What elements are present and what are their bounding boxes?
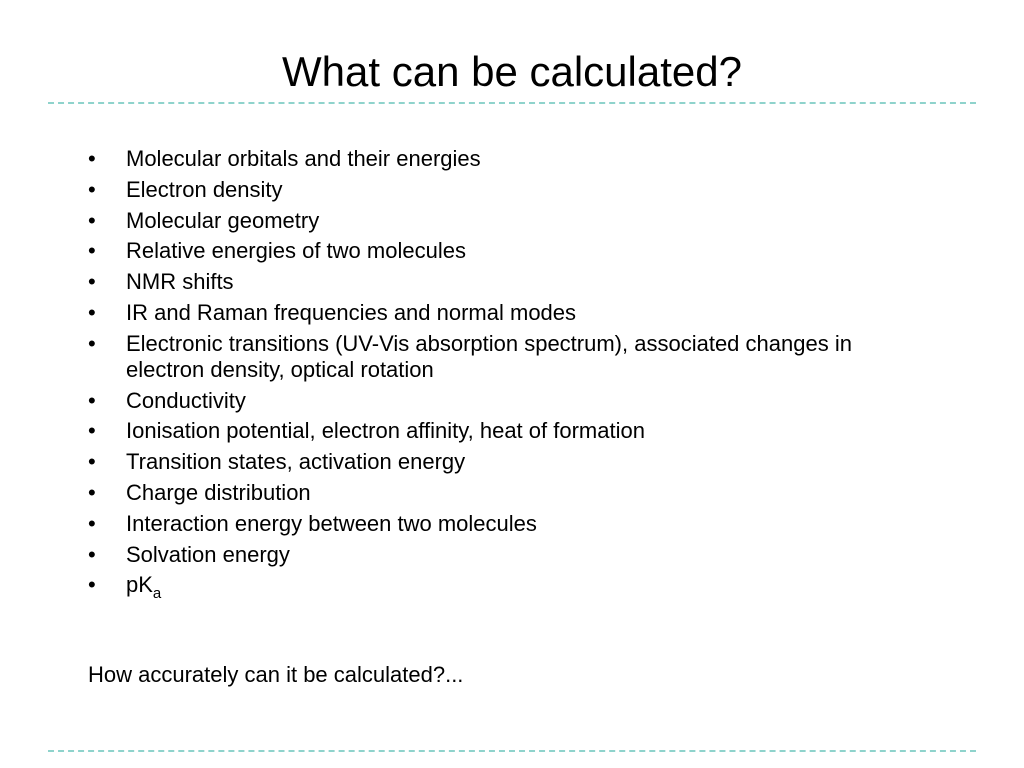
list-item — [88, 300, 888, 326]
list-item-text: NMR shifts — [126, 269, 234, 295]
bullet-icon: • — [88, 207, 96, 233]
list-item — [88, 177, 888, 203]
list-item — [88, 331, 888, 383]
bullet-icon: • — [88, 238, 96, 264]
list-item-text: Relative energies of two molecules — [126, 238, 466, 264]
list-item — [88, 418, 888, 444]
list-item-text: Transition states, activation energy — [126, 449, 466, 475]
list-item-text: Molecular orbitals and their energies — [126, 146, 481, 171]
list-item — [88, 542, 888, 568]
list-item-text: IR and Raman frequencies and normal modes — [126, 299, 577, 325]
bullet-icon: • — [88, 541, 96, 567]
list-item — [88, 449, 888, 475]
list-item — [88, 208, 888, 234]
list-item — [88, 511, 888, 537]
title-divider — [48, 102, 976, 104]
list-item-subscript: a — [152, 585, 162, 603]
bullet-icon: • — [88, 418, 96, 444]
bullet-icon: • — [88, 146, 96, 171]
list-item-text: Ionisation potential, electron affinity, heat of formation — [126, 418, 645, 444]
bullet-icon: • — [88, 449, 96, 475]
bullet-icon: • — [88, 299, 96, 325]
list-item — [88, 269, 888, 295]
footer-divider — [48, 750, 976, 752]
bullet-icon: • — [88, 572, 96, 598]
list-item-text: Charge distribution — [126, 479, 311, 505]
list-item-text: Electronic transitions (UV-Vis absorption spectrum), associated changes in electron density, optical rotation — [126, 330, 852, 382]
list-item — [88, 572, 888, 603]
list-item-text: Molecular geometry — [126, 207, 320, 233]
closing-question: How accurately can it be calculated?... — [88, 662, 464, 687]
bullet-icon: • — [88, 510, 96, 536]
list-item — [88, 388, 888, 414]
bullet-icon: • — [88, 330, 96, 356]
bullet-icon: • — [88, 479, 96, 505]
list-item-text: Interaction energy between two molecules — [126, 510, 537, 536]
list-item — [88, 238, 888, 264]
list-item — [88, 146, 888, 172]
list-item-text: pK — [126, 572, 153, 598]
list-item-text: Electron density — [126, 176, 283, 202]
list-item-text: Solvation energy — [126, 541, 290, 567]
bullet-icon: • — [88, 269, 96, 295]
list-item-text: Conductivity — [126, 387, 246, 413]
bullet-list — [88, 146, 888, 603]
bullet-icon: • — [88, 176, 96, 202]
list-item — [88, 480, 888, 506]
slide-title: What can be calculated? — [282, 48, 742, 95]
bullet-icon: • — [88, 387, 96, 413]
